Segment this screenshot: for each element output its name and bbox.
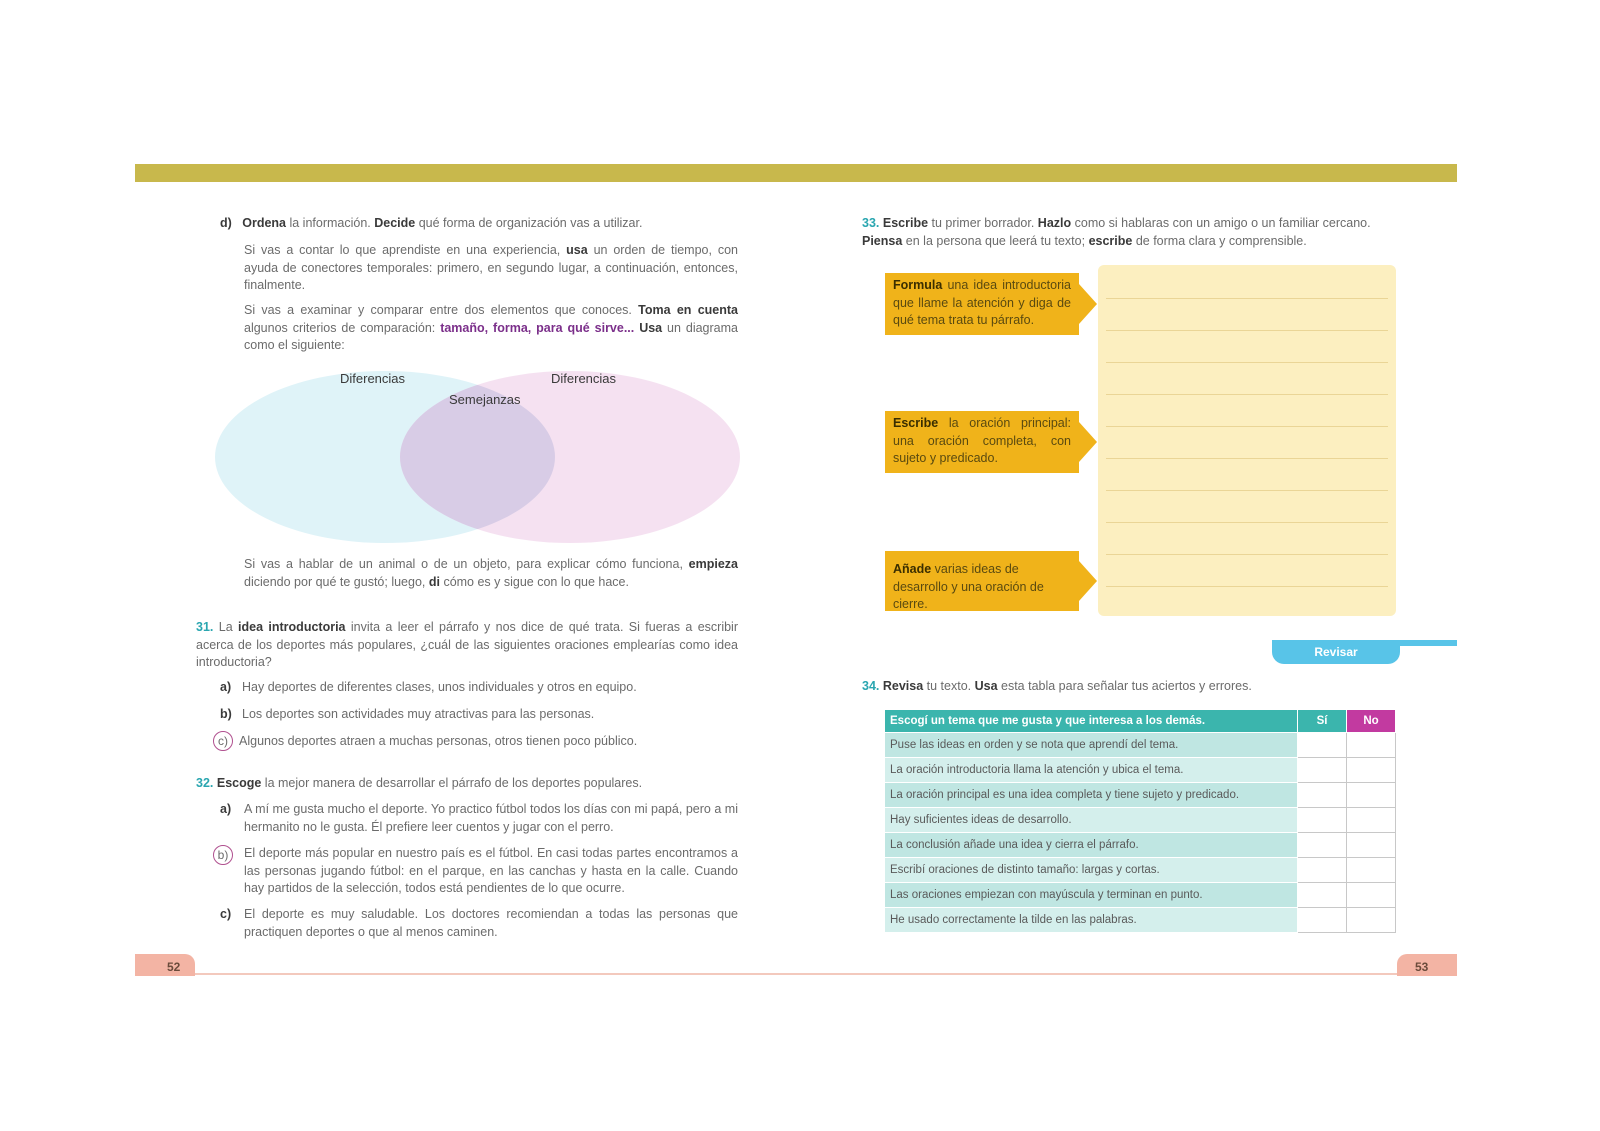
page-number-right xyxy=(1397,954,1457,976)
table-header-row xyxy=(885,710,1396,733)
venn-left-label: Diferencias xyxy=(340,371,406,386)
writing-line xyxy=(1106,362,1388,363)
text-bold: Revisa xyxy=(879,679,924,693)
hint-text: varias ideas de desarrollo y una oración de cierre. xyxy=(893,562,1044,611)
item-letter: d) xyxy=(220,216,232,230)
option-letter: b) xyxy=(220,707,232,721)
text-bold: escribe xyxy=(1088,233,1133,248)
text-bold: idea introductoria xyxy=(238,620,346,634)
venn-right-label: Diferencias xyxy=(551,371,617,386)
writing-line xyxy=(1106,490,1388,491)
text: cómo es y sigue con lo que hace. xyxy=(439,574,629,589)
q31-option-c-selected[interactable] xyxy=(213,731,738,751)
hint-text: una idea introductoria que llame la atención y diga de qué tema trata tu párrafo. xyxy=(893,278,1071,327)
check-no[interactable] xyxy=(1347,858,1396,883)
question-number: 32. xyxy=(196,776,214,790)
option-letter: a) xyxy=(220,802,232,816)
table-row xyxy=(885,758,1396,783)
venn-center-label: Semejanzas xyxy=(449,392,521,407)
question-number: 34. xyxy=(862,679,880,693)
row-label: La conclusión añade una idea y cierra el párrafo. xyxy=(885,833,1298,858)
row-label: La oración principal es una idea completa y tiene sujeto y predicado. xyxy=(885,783,1298,808)
hint-bold: Escribe xyxy=(893,416,939,430)
writing-line xyxy=(1106,330,1388,331)
writing-line xyxy=(1106,554,1388,555)
page-number: 52 xyxy=(167,960,181,974)
intro-text: la información. xyxy=(286,216,375,230)
table-header: Escogí un tema que me gusta y que interesa a los demás. xyxy=(885,710,1298,733)
question-number: 33. xyxy=(862,216,880,230)
text-bold: di xyxy=(428,574,440,589)
option-text: Los deportes son actividades muy atractivas para las personas. xyxy=(242,707,595,721)
hint-text: la oración principal: una oración completa, con sujeto y predicado. xyxy=(893,416,1071,465)
text-bold: Usa xyxy=(634,320,663,335)
table-row xyxy=(885,783,1396,808)
text: algunos criterios de comparación: xyxy=(244,320,441,335)
check-si[interactable] xyxy=(1298,783,1347,808)
row-label: Las oraciones empiezan con mayúscula y terminan en punto. xyxy=(885,883,1298,908)
q32-option-b-selected[interactable] xyxy=(213,845,738,898)
option-text: Algunos deportes atraen a muchas personas, otros tienen poco público. xyxy=(239,734,638,748)
text-bold: empieza xyxy=(688,557,738,571)
paragraph-time-order xyxy=(244,242,738,295)
text: en la persona que leerá tu texto; xyxy=(902,233,1089,248)
check-no[interactable] xyxy=(1347,808,1396,833)
column-si: Sí xyxy=(1298,710,1347,733)
q31-option-a[interactable] xyxy=(220,679,738,697)
table-row xyxy=(885,883,1396,908)
text: invita a leer el párrafo y nos dice de qué trata. Si fueras a escribir acerca de los deportes más populares, ¿cuál de las siguientes oraciones emplearías como idea introductoria? xyxy=(196,620,738,669)
check-no[interactable] xyxy=(1347,783,1396,808)
text: tu texto. xyxy=(923,679,975,693)
writing-line xyxy=(1106,458,1388,459)
check-no[interactable] xyxy=(1347,758,1396,783)
option-letter: c) xyxy=(220,907,232,921)
hint-bold: Añade xyxy=(893,562,932,576)
row-label: Puse las ideas en orden y se nota que aprendí del tema. xyxy=(885,733,1298,758)
hint-box-intro xyxy=(885,273,1079,335)
q32-option-a[interactable] xyxy=(220,801,738,836)
text-bold: Toma en cuenta xyxy=(638,303,739,317)
text: como si hablaras con un amigo o un familiar cercano. xyxy=(1071,216,1371,230)
writing-line xyxy=(1106,586,1388,587)
self-check-table xyxy=(884,709,1396,933)
text-bold: Piensa xyxy=(862,233,903,248)
writing-line xyxy=(1106,394,1388,395)
page-number-left xyxy=(135,954,195,976)
table-row xyxy=(885,908,1396,933)
text-bold: Usa xyxy=(974,679,998,693)
criteria-highlight: tamaño, forma, para qué sirve... xyxy=(440,320,635,335)
table-row xyxy=(885,733,1396,758)
text: Si vas a contar lo que aprendiste en una experiencia, xyxy=(244,243,567,257)
hint-box-development xyxy=(885,551,1079,611)
table-row xyxy=(885,858,1396,883)
check-si[interactable] xyxy=(1298,908,1347,933)
writing-line xyxy=(1106,522,1388,523)
text-bold: usa xyxy=(566,243,588,257)
text: Si vas a examinar y comparar entre dos elementos que conoces. xyxy=(244,303,639,317)
table-row xyxy=(885,833,1396,858)
item-d xyxy=(220,215,738,233)
q31-option-b[interactable] xyxy=(220,706,738,724)
writing-line xyxy=(1106,426,1388,427)
check-no[interactable] xyxy=(1347,908,1396,933)
row-label: La oración introductoria llama la atención y ubica el tema. xyxy=(885,758,1298,783)
question-32 xyxy=(196,775,738,793)
paragraph-animal xyxy=(244,556,738,591)
text: un orden de tiempo, con ayuda de conectores temporales: primero, en segundo lugar, a continuación, entonces, finalmente. xyxy=(244,243,738,292)
check-si[interactable] xyxy=(1298,808,1347,833)
selected-answer-circle: b) xyxy=(213,845,233,865)
text: un diagrama como el siguiente: xyxy=(244,320,738,352)
revisar-tab: Revisar xyxy=(1272,640,1400,664)
check-si[interactable] xyxy=(1298,833,1347,858)
revisar-tab-line xyxy=(1400,640,1457,646)
row-label: Hay suficientes ideas de desarrollo. xyxy=(885,808,1298,833)
selected-answer-circle: c) xyxy=(213,731,233,751)
text: tu primer borrador. xyxy=(928,216,1038,230)
text: la mejor manera de desarrollar el párrafo de los deportes populares. xyxy=(261,776,643,790)
text-bold: Hazlo xyxy=(1037,216,1072,230)
check-si[interactable] xyxy=(1298,858,1347,883)
option-text: Hay deportes de diferentes clases, unos individuales y otros en equipo. xyxy=(242,680,637,694)
question-31 xyxy=(196,619,738,672)
header-bar xyxy=(135,164,1457,182)
option-text: El deporte más popular en nuestro país es el fútbol. En casi todas partes encontramos a las personas jugando fútbol: en el parque, en las canchas y hasta en la calle. Cuando hay partidos de la selección, todos está pendientes de lo que ocurre. xyxy=(244,846,738,895)
row-label: Escribí oraciones de distinto tamaño: largas y cortas. xyxy=(885,858,1298,883)
text: La xyxy=(213,620,239,634)
check-no[interactable] xyxy=(1347,733,1396,758)
option-text: El deporte es muy saludable. Los doctores recomiendan a todas las personas que practiquen deportes o que al menos caminen. xyxy=(244,907,738,939)
text-bold: Escribe xyxy=(879,216,929,230)
row-label: He usado correctamente la tilde en las palabras. xyxy=(885,908,1298,933)
intro-bold: Ordena xyxy=(242,216,286,230)
check-si[interactable] xyxy=(1298,883,1347,908)
question-number: 31. xyxy=(196,620,214,634)
hint-bold: Formula xyxy=(893,278,943,292)
text-bold: Escoge xyxy=(213,776,262,790)
writing-line xyxy=(1106,298,1388,299)
check-no[interactable] xyxy=(1347,883,1396,908)
check-no[interactable] xyxy=(1347,833,1396,858)
text: Si vas a hablar de un animal o de un objeto, para explicar cómo funciona, xyxy=(244,557,689,571)
page-number: 53 xyxy=(1415,960,1429,974)
venn-diagram xyxy=(215,365,741,547)
footer-line xyxy=(195,973,1397,975)
hint-box-main xyxy=(885,411,1079,473)
q32-option-c[interactable] xyxy=(220,906,738,941)
check-si[interactable] xyxy=(1298,733,1347,758)
paragraph-compare xyxy=(244,302,738,355)
intro-text: qué forma de organización vas a utilizar. xyxy=(415,216,643,230)
check-si[interactable] xyxy=(1298,758,1347,783)
intro-bold: Decide xyxy=(374,216,416,230)
question-33 xyxy=(862,215,1402,250)
question-34 xyxy=(862,678,1402,696)
table-row xyxy=(885,808,1396,833)
text: diciendo por qué te gustó; luego, xyxy=(244,574,429,589)
text: esta tabla para señalar tus aciertos y errores. xyxy=(997,679,1252,693)
text: de forma clara y comprensible. xyxy=(1132,233,1307,248)
column-no: No xyxy=(1347,710,1396,733)
draft-writing-area[interactable] xyxy=(1098,265,1396,616)
option-letter: a) xyxy=(220,680,232,694)
option-text: A mí me gusta mucho el deporte. Yo practico fútbol todos los días con mi papá, pero a mi hermanito no le gusta. Él prefiere leer cuentos y jugar con el perro. xyxy=(244,802,738,834)
